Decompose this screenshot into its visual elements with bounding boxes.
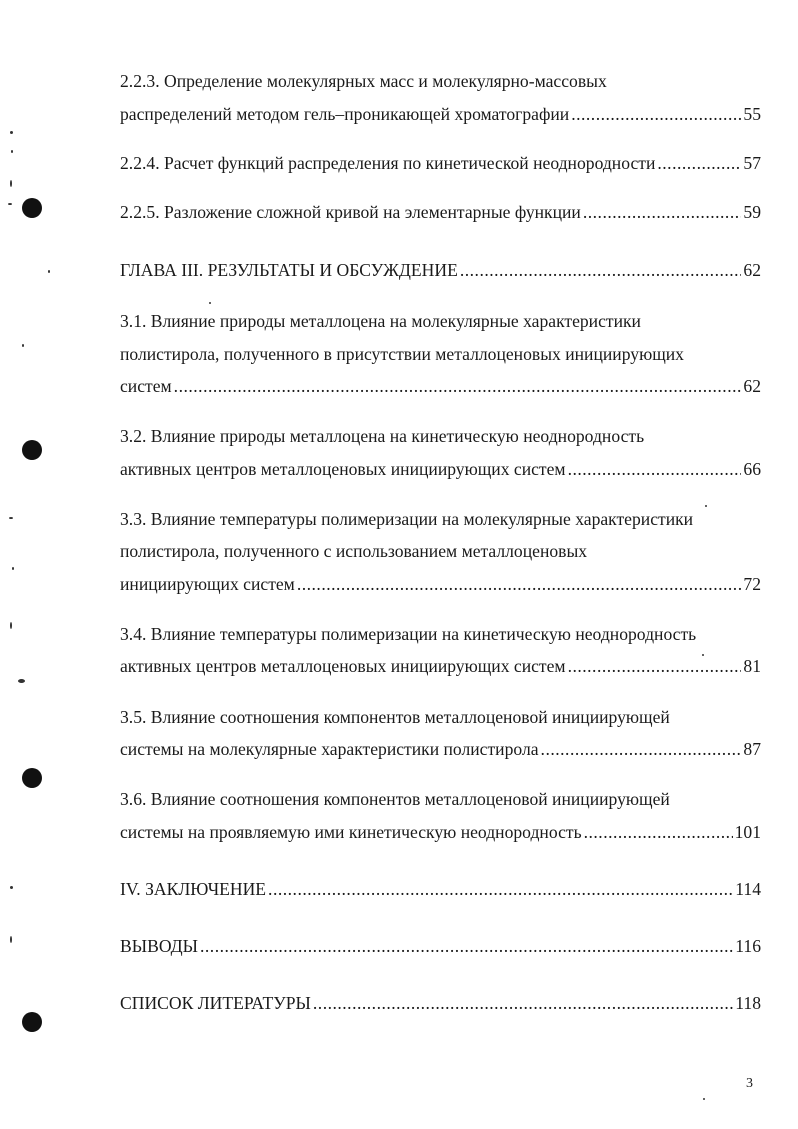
punch-hole	[22, 440, 42, 460]
toc-entry-2-2-4[interactable]	[120, 146, 761, 180]
toc-entry-text: ВЫВОДЫ	[120, 936, 198, 956]
toc-entry-3-4-line-1	[120, 617, 761, 651]
toc-page-number: 59	[743, 202, 761, 222]
toc-entry-text: 3.2. Влияние природы металлоцена на кинетическую неоднородность	[120, 426, 645, 446]
toc-entry-references[interactable]	[120, 986, 761, 1020]
dot-leader	[200, 929, 733, 963]
toc-entry-text: 3.4. Влияние температуры полимеризации на кинетическую неоднородность	[120, 624, 697, 644]
toc-entry-3-3-line-2	[120, 534, 761, 568]
toc-entry-3-1-line-2	[120, 337, 761, 371]
toc-entry-text: системы на молекулярные характеристики полистирола	[120, 739, 539, 759]
toc-entry-text: ГЛАВА III. РЕЗУЛЬТАТЫ И ОБСУЖДЕНИЕ	[120, 260, 458, 280]
dot-leader	[268, 872, 733, 906]
toc-entry-text: инициирующих систем	[120, 574, 295, 594]
toc-entry-text: 3.3. Влияние температуры полимеризации на молекулярные характеристики	[120, 509, 694, 529]
toc-entry-3-1[interactable]	[120, 369, 761, 403]
toc-page-number: 81	[743, 656, 761, 676]
toc-entry-2-2-5[interactable]	[120, 195, 761, 229]
toc-entry-text: 2.2.3. Определение молекулярных масс и молекулярно-массовых	[120, 71, 607, 91]
toc-page-number: 118	[735, 993, 761, 1013]
toc-entry-2-2-3-line-1	[120, 64, 761, 98]
toc-entry-text: активных центров металлоценовых инициирующих систем	[120, 459, 566, 479]
scan-speck	[48, 270, 50, 273]
toc-entry-text: 2.2.5. Разложение сложной кривой на элементарные функции	[120, 202, 581, 222]
scan-speck	[705, 505, 707, 507]
dot-leader	[460, 253, 742, 287]
toc-entry-3-3[interactable]	[120, 567, 761, 601]
toc-page-number: 62	[743, 260, 761, 280]
toc-page-number: 55	[743, 104, 761, 124]
toc-entry-text: 3.5. Влияние соотношения компонентов металлоценовой инициирующей	[120, 707, 670, 727]
toc-entry-text: активных центров металлоценовых инициирующих систем	[120, 656, 566, 676]
toc-entry-chapter-3[interactable]	[120, 253, 761, 287]
dot-leader	[657, 146, 741, 180]
scan-speck	[9, 517, 13, 519]
toc-page-number: 114	[735, 879, 761, 899]
toc-entry-findings[interactable]	[120, 929, 761, 963]
toc-entry-3-5[interactable]	[120, 732, 761, 766]
dot-leader	[297, 567, 742, 601]
page-number: 3	[746, 1076, 753, 1091]
toc-entry-3-4[interactable]	[120, 649, 761, 683]
toc-page-number: 66	[743, 459, 761, 479]
scan-speck	[10, 622, 12, 629]
toc-page-number: 62	[743, 376, 761, 396]
scan-speck	[10, 886, 13, 889]
toc-entry-text: СПИСОК ЛИТЕРАТУРЫ	[120, 993, 311, 1013]
punch-hole	[22, 1012, 42, 1032]
dot-leader	[584, 815, 733, 849]
toc-entry-conclusion[interactable]	[120, 872, 761, 906]
toc-page-number: 87	[743, 739, 761, 759]
toc-entry-3-3-line-1	[120, 502, 761, 536]
toc-entry-3-2-line-1	[120, 419, 761, 453]
scan-speck	[12, 567, 14, 570]
scan-speck	[18, 679, 25, 683]
toc-entry-text: полистирола, полученного с использованием металлоценовых	[120, 541, 588, 561]
punch-hole	[22, 198, 42, 218]
toc-entry-text: систем	[120, 376, 172, 396]
toc-entry-3-6[interactable]	[120, 815, 761, 849]
scan-speck	[10, 936, 12, 943]
scan-speck	[10, 180, 12, 187]
toc-entry-2-2-3[interactable]	[120, 97, 761, 131]
scan-speck	[702, 654, 704, 656]
scan-speck	[209, 302, 211, 304]
toc-entry-text: системы на проявляемую ими кинетическую неоднородность	[120, 822, 582, 842]
dot-leader	[568, 452, 742, 486]
toc-entry-text: 3.6. Влияние соотношения компонентов металлоценовой инициирующей	[120, 789, 670, 809]
toc-page-number: 72	[743, 574, 761, 594]
scan-speck	[8, 203, 12, 205]
punch-hole	[22, 768, 42, 788]
dot-leader	[583, 195, 742, 229]
dot-leader	[174, 369, 742, 403]
scan-speck	[703, 1098, 705, 1100]
toc-entry-3-2[interactable]	[120, 452, 761, 486]
scan-speck	[11, 150, 13, 153]
scan-speck	[10, 131, 13, 134]
toc-entry-text: полистирола, полученного в присутствии металлоценовых инициирующих	[120, 344, 684, 364]
toc-entry-text: 3.1. Влияние природы металлоцена на молекулярные характеристики	[120, 311, 641, 331]
toc-entry-text: IV. ЗАКЛЮЧЕНИЕ	[120, 879, 267, 899]
dot-leader	[571, 97, 741, 131]
toc-entry-3-6-line-1	[120, 782, 761, 816]
toc-entry-text: распределений методом гель–проникающей хроматографии	[120, 104, 570, 124]
scan-speck	[22, 344, 24, 347]
dot-leader	[568, 649, 742, 683]
toc-page-number: 116	[735, 936, 761, 956]
toc-entry-3-1-line-1	[120, 304, 761, 338]
toc-page-number: 101	[734, 822, 761, 842]
dot-leader	[541, 732, 742, 766]
toc-entry-text: 2.2.4. Расчет функций распределения по кинетической неоднородности	[120, 153, 656, 173]
toc-entry-3-5-line-1	[120, 700, 761, 734]
dot-leader	[313, 986, 733, 1020]
toc-page-number: 57	[743, 153, 761, 173]
